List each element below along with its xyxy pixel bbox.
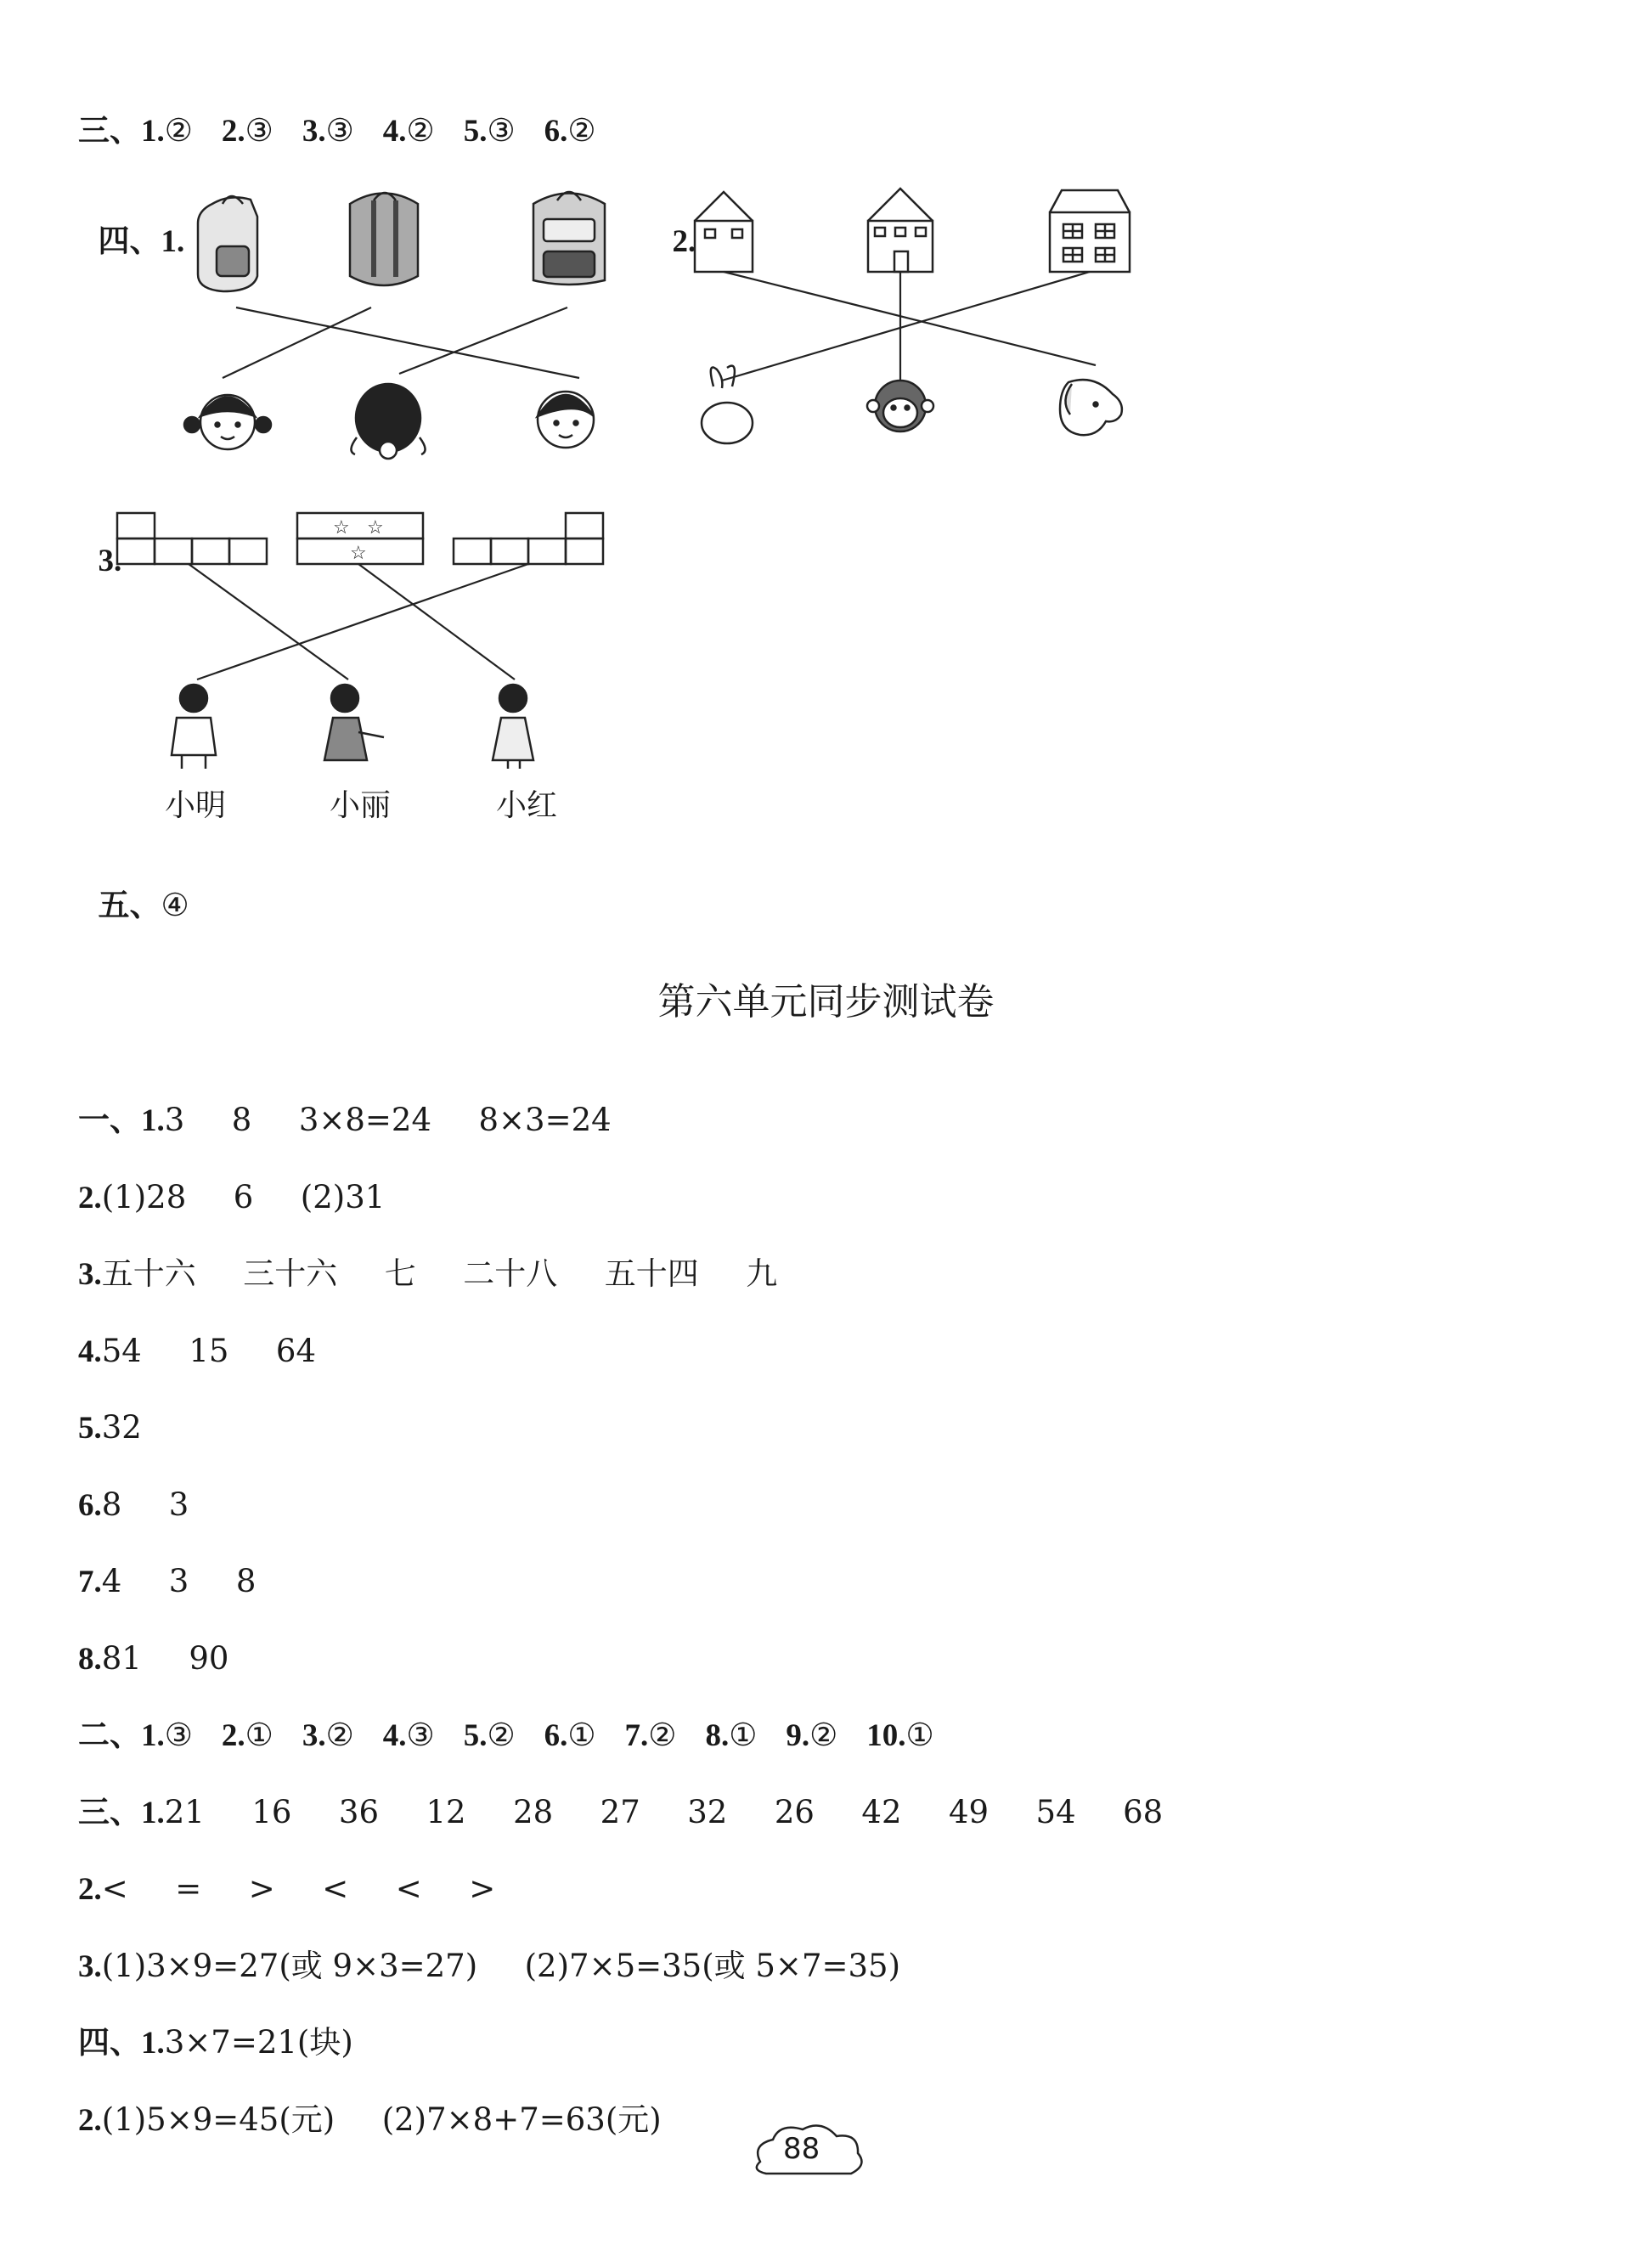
answer-line: 3.(1)3×9=27(或 9×3=27) (2)7×5=35(或 5×7=35) — [78, 1947, 900, 1984]
page-number: 88 — [783, 2132, 820, 2166]
answer-line: 三、1.21 16 36 12 28 27 32 26 42 49 54 68 — [78, 1793, 1164, 1830]
unit-title: 第六单元同步测试卷 — [657, 980, 995, 1024]
dog-icon — [1060, 380, 1122, 435]
answer-item: 1.③ — [141, 1717, 193, 1753]
backpack-back-icon — [350, 193, 418, 285]
match-line — [722, 272, 1096, 381]
answer-line: 5.32 — [78, 1409, 142, 1446]
svg-text:☆: ☆ — [333, 517, 350, 539]
boy-xiaoming-icon — [172, 685, 216, 769]
answer-line: 3.五十六 三十六 七 二十八 五十四 九 — [78, 1255, 778, 1292]
boy-face-icon — [538, 392, 594, 448]
name-xiaoming: 小明 — [165, 788, 227, 823]
answer-item: 2.① — [221, 1717, 273, 1753]
view-shape-1 — [117, 513, 267, 564]
name-xiaoli: 小丽 — [330, 788, 392, 823]
answer-item: 10.① — [866, 1717, 934, 1753]
answer-line: 2.(1)5×9=45(元) (2)7×8+7=63(元) — [78, 2101, 662, 2138]
si-q3-label: 3. — [98, 544, 122, 578]
er-answers — [78, 1719, 963, 1751]
house-small-icon — [695, 192, 753, 272]
svg-text:☆: ☆ — [367, 517, 384, 539]
girl-xiaoli-icon — [324, 685, 384, 760]
answer-item: 8.① — [705, 1717, 758, 1753]
girl-back-of-head-icon — [351, 384, 425, 459]
answer-item: 9.② — [786, 1717, 838, 1753]
answer-item: 6.② — [544, 112, 596, 149]
house-medium-icon — [868, 189, 933, 272]
girl-face-icon — [184, 395, 271, 449]
answer-line: 一、1.3 8 3×8=24 8×3=24 — [78, 1102, 612, 1138]
rabbit-icon — [702, 366, 753, 443]
answer-item: 6.① — [544, 1717, 596, 1753]
girl-xiaohong-icon — [493, 685, 533, 769]
monkey-icon — [867, 381, 933, 431]
view-shape-3 — [454, 513, 603, 564]
match-line — [223, 307, 579, 378]
match-line — [189, 564, 528, 680]
section-prefix: 三、 — [78, 114, 141, 149]
answer-line: 6.8 3 — [78, 1486, 189, 1523]
answer-item: 4.③ — [382, 1717, 435, 1753]
backpack-front-icon — [533, 192, 605, 285]
answer-line: 8.81 90 — [78, 1639, 229, 1677]
si-q2-label: 2. — [672, 224, 696, 259]
answer-line: 2.(1)28 6 (2)31 — [78, 1178, 386, 1215]
building-icon — [1050, 190, 1130, 272]
answer-line: 四、1.3×7=21(块) — [78, 2024, 353, 2061]
answer-item: 2.③ — [221, 112, 273, 149]
answer-item: 3.② — [302, 1717, 354, 1753]
answer-item: 7.② — [624, 1717, 677, 1753]
si-q1-number: 1. — [161, 224, 185, 259]
answer-item: 1.② — [141, 112, 193, 149]
answer-item: 5.② — [463, 1717, 516, 1753]
answer-line: 2.< = > < < > — [78, 1870, 496, 1907]
answer-item: 3.③ — [302, 112, 354, 149]
section-prefix: 二、 — [78, 1718, 141, 1753]
wu-answer: 五、④ — [98, 887, 189, 923]
view-shape-2 — [297, 513, 423, 564]
answer-line: 4.54 15 64 — [78, 1332, 316, 1369]
answer-line: 7.4 3 8 — [78, 1563, 257, 1599]
answer-item: 4.② — [382, 112, 435, 149]
si-prefix: 四、 — [98, 224, 161, 259]
svg-text:☆: ☆ — [350, 543, 367, 564]
name-xiaohong: 小红 — [496, 788, 558, 823]
backpack-side-icon — [198, 196, 257, 291]
answer-item: 5.③ — [463, 112, 516, 149]
